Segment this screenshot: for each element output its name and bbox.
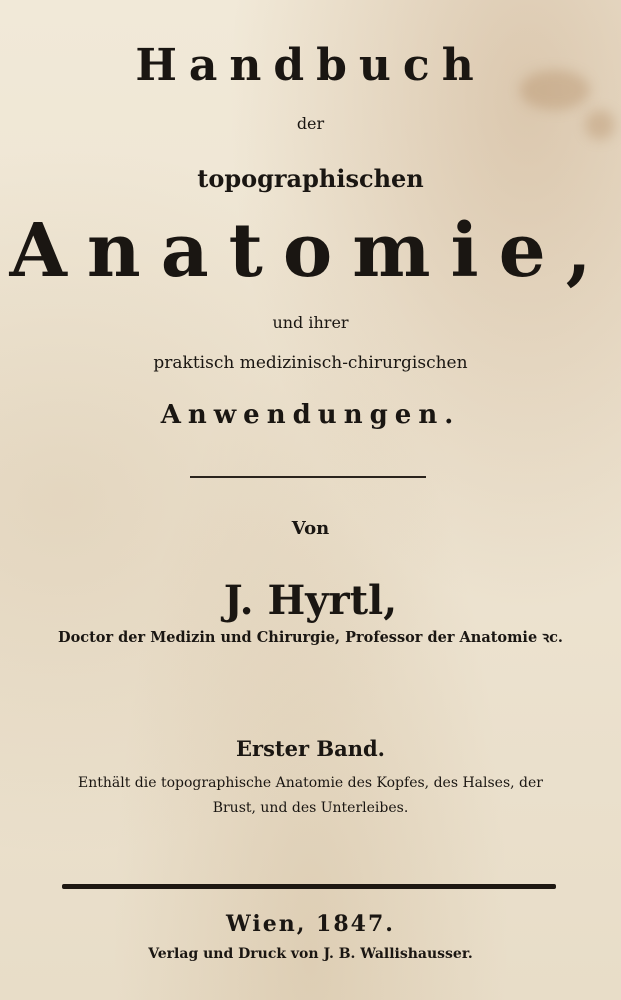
author-name: J. Hyrtl,: [223, 577, 398, 624]
subtitle-line-3: Anwendungen.: [160, 400, 461, 430]
subtitle-line-1: und ihrer: [272, 313, 349, 332]
by-label: Von: [291, 518, 330, 539]
volume-contents-line-1: Enthält die topographische Anatomie des Kopfes, des Halses, der: [78, 775, 543, 791]
divider-rule: [190, 476, 426, 478]
thick-divider: [62, 884, 556, 889]
place-date: Wien, 1847.: [226, 911, 395, 937]
title-line-2: der: [296, 114, 325, 133]
subtitle-line-2: praktisch medizinisch-chirurgischen: [153, 353, 468, 373]
title-line-3: topographischen: [197, 164, 424, 193]
publisher: Verlag und Druck von J. B. Wallishausser.: [148, 946, 473, 962]
title-line-1: Handbuch: [135, 40, 486, 91]
title-main: Anatomie,: [9, 208, 612, 294]
volume-title: Erster Band.: [236, 736, 385, 761]
author-credentials: Doctor der Medizin und Chirurgie, Professor der Anatomie ꝛc.: [58, 629, 563, 646]
volume-contents-line-2: Brust, und des Unterleibes.: [212, 800, 409, 816]
